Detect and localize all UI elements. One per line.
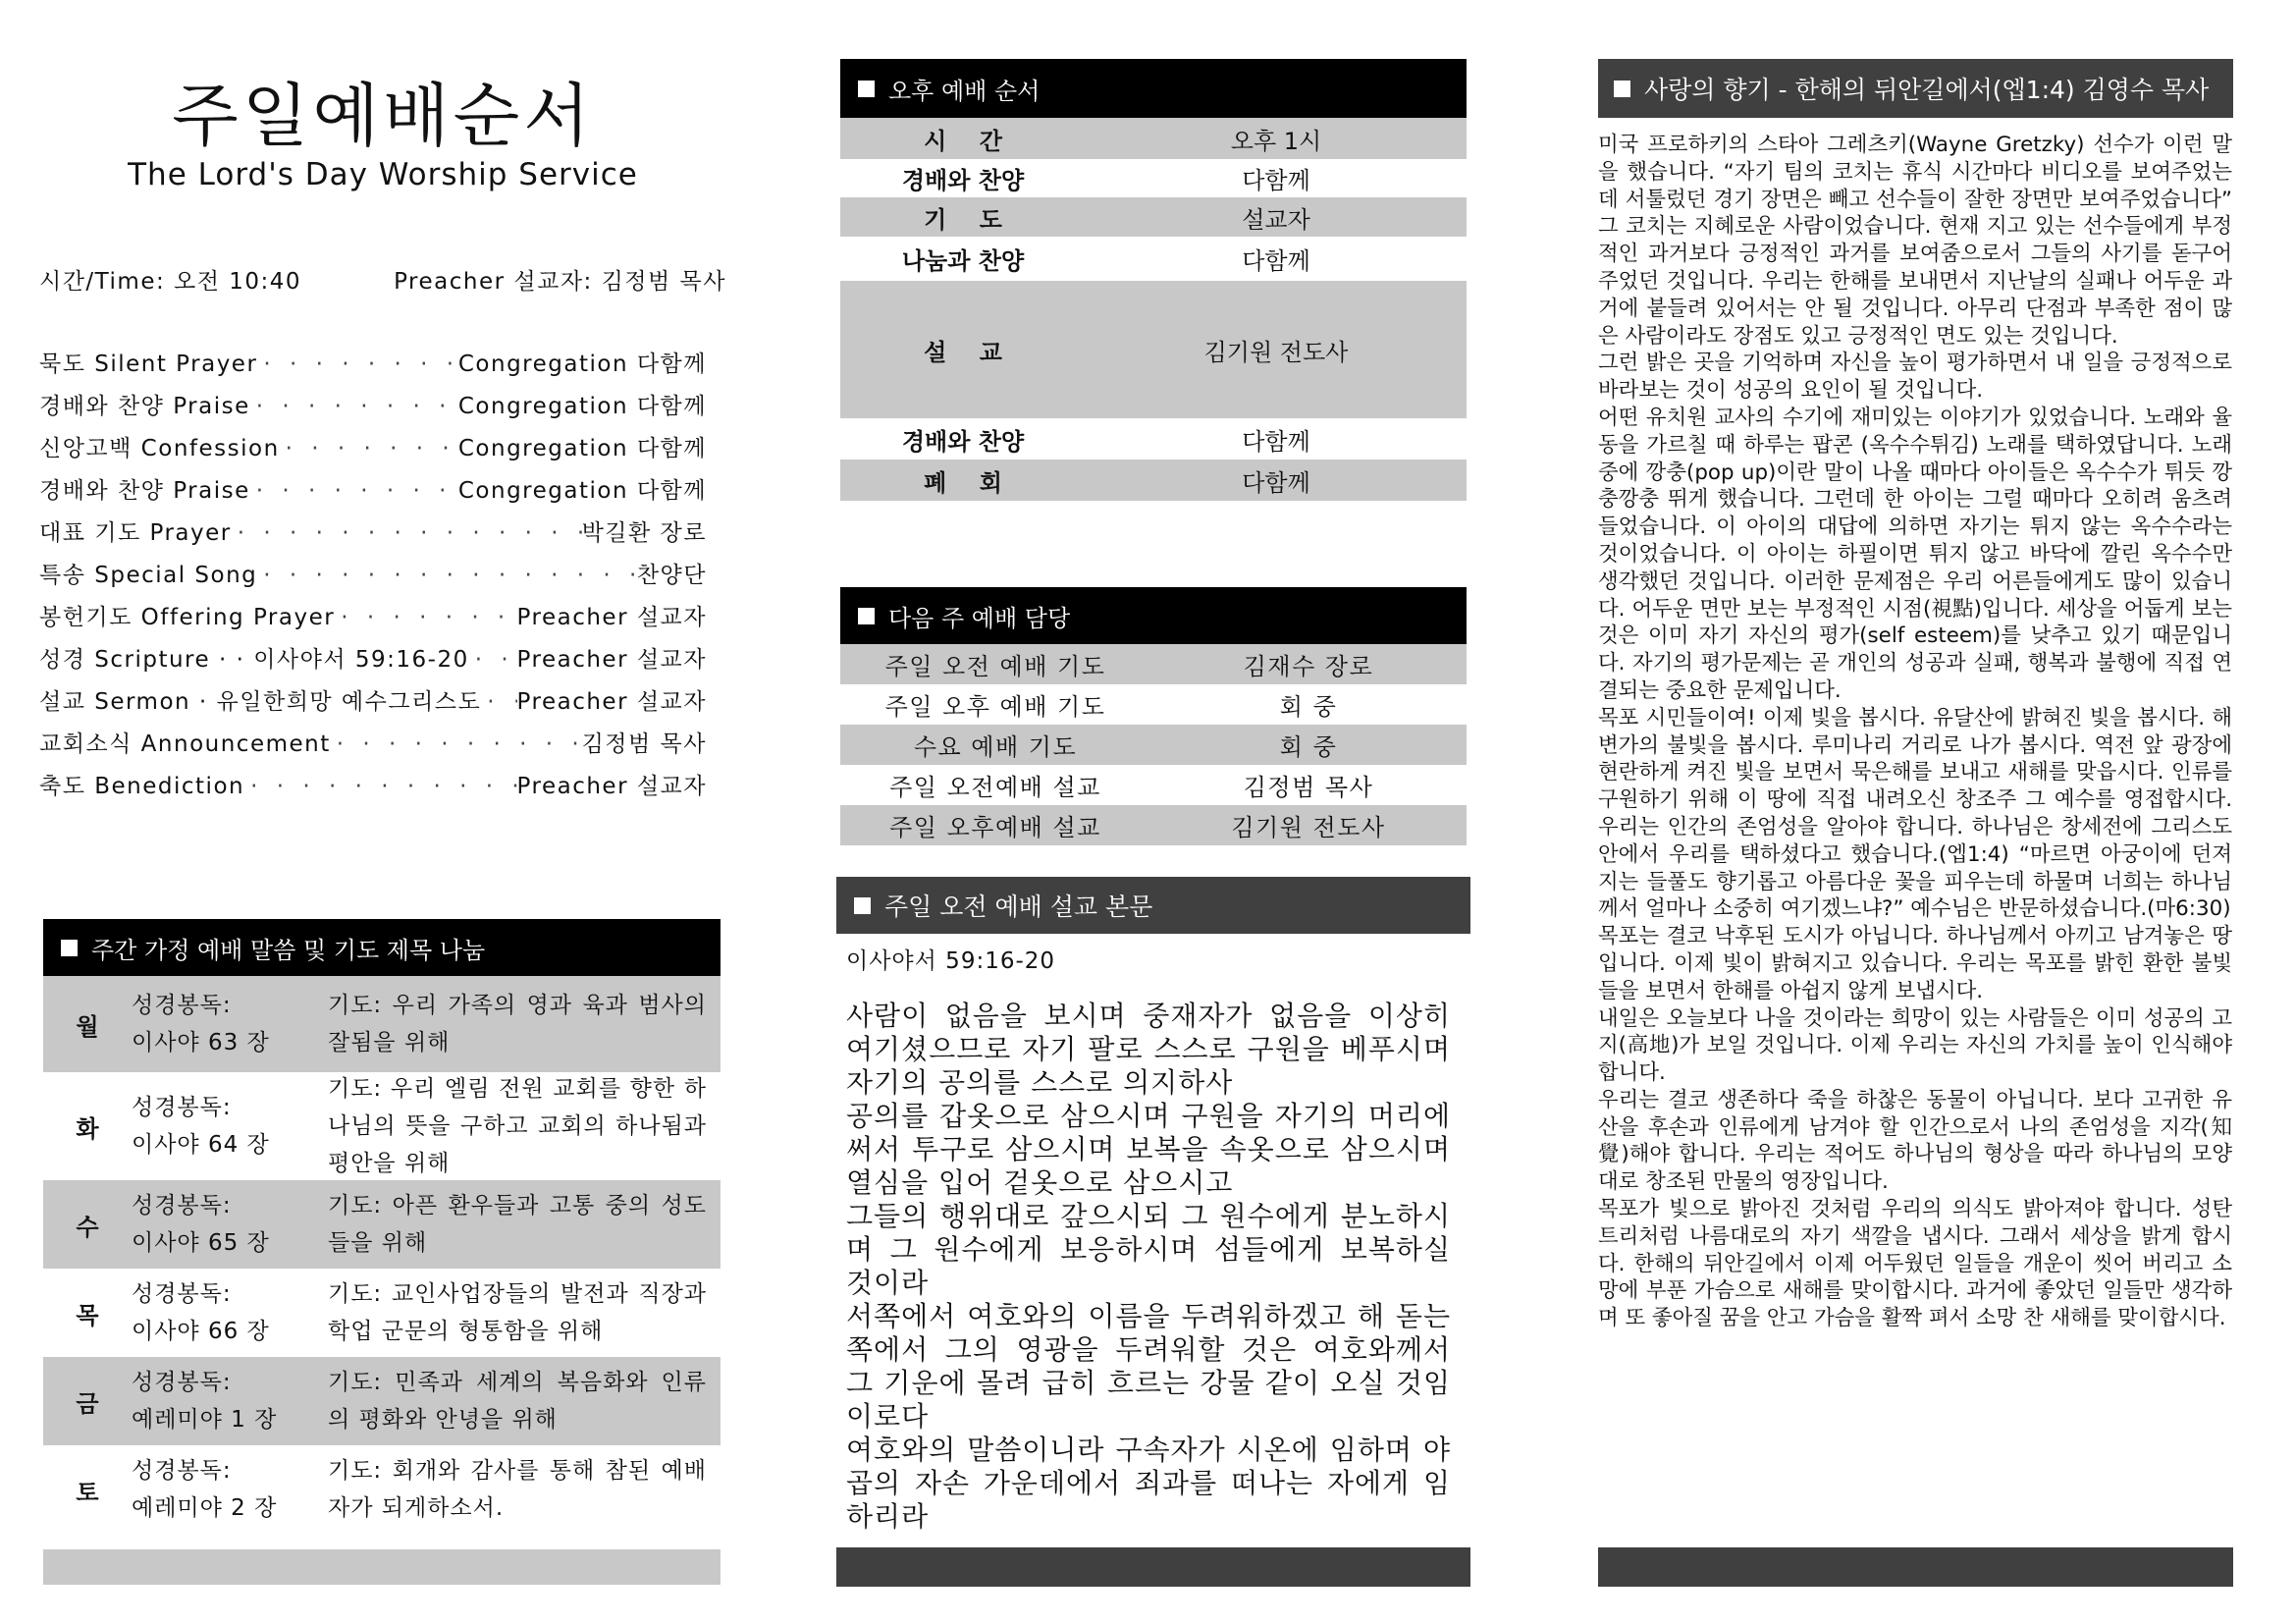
program-item: 교회소식 Announcement — [39, 731, 331, 757]
bible-label: 성경봉독: — [132, 1458, 232, 1484]
program-leader: Congregation 다함께 — [457, 352, 707, 377]
program-item: 성경 Scripture · · 이사야서 59:16-20 — [39, 647, 469, 673]
program-row — [39, 726, 707, 768]
duty-person: 김정범 목사 — [1243, 774, 1374, 801]
leader-dots — [257, 352, 457, 377]
day-label: 목 — [76, 1301, 99, 1329]
table-row — [43, 1445, 721, 1534]
table-row — [840, 460, 1467, 501]
essay-paragraph: 목포가 빛으로 밝아진 것처럼 우리의 의식도 밝아져야 합니다. 성탄 트리처럼 나름대로의 자기 색깔을 냅시다. 그래서 세상을 밝게 합시다. 한해의 뒤안길에서 이제 어두웠던 일들을 개운이 씻어 버리고 소망에 부푼 가슴으로 새해를 맞이합시다. 과거에 좋았던 일들만 생각하며 또 좋아질 꿈을 안고 가슴을 활짝 펴서 소망 찬 새해를 맞이합시다. — [1598, 1197, 2232, 1331]
table-row — [840, 725, 1467, 765]
program-row — [39, 388, 707, 430]
program-item: 축도 Benediction — [39, 774, 245, 799]
scripture-verse: 여호와의 말씀이니라 구속자가 시온에 임하며 야곱의 자손 가운데에서 죄과를 떠나는 자에게 임하리라 — [846, 1434, 1451, 1533]
program-row — [39, 599, 707, 641]
program-item: 봉헌기도 Offering Prayer — [39, 605, 336, 630]
bible-chapter: 예레미야 1 장 — [132, 1407, 278, 1433]
order-label: 경배와 찬양 — [901, 167, 1025, 194]
bible-label: 성경봉독: — [132, 1193, 232, 1218]
square-bullet-icon — [858, 608, 875, 624]
leader-dots — [335, 605, 516, 630]
day-label: 수 — [76, 1213, 99, 1241]
afternoon-service-table — [840, 118, 1467, 501]
next-week-table — [840, 644, 1467, 845]
order-value: 김기원 전도사 — [1203, 338, 1349, 366]
order-label: 나눔과 찬양 — [901, 247, 1025, 275]
duty-role: 주일 오전 예배 기도 — [884, 653, 1106, 680]
section-footer-bar — [1598, 1547, 2233, 1587]
day-label: 금 — [76, 1389, 99, 1418]
duty-person: 김재수 장로 — [1243, 653, 1374, 680]
scripture-verse: 그들의 행위대로 갚으시되 그 원수에게 분노하시며 그 원수에게 보응하시며 섬들에게 보복하실 것이라 — [846, 1200, 1451, 1299]
program-row — [39, 683, 707, 726]
square-bullet-icon — [854, 897, 871, 914]
prayer-topic: 기도: 회개와 감사를 통해 참된 예배자가 되게하소서. — [328, 1458, 707, 1521]
leader-dots — [481, 689, 516, 715]
bible-label: 성경봉독: — [132, 1095, 232, 1120]
order-value: 다함께 — [1242, 167, 1310, 194]
program-row — [39, 514, 707, 557]
bible-label: 성경봉독: — [132, 1370, 232, 1395]
essay-paragraph: 그런 밝은 곳을 기억하며 자신을 높이 평가하면서 내 일을 긍정적으로 바라보는 것이 성공의 요인이 될 것입니다. — [1598, 351, 2232, 404]
day-label: 월 — [76, 1012, 99, 1041]
square-bullet-icon — [61, 940, 78, 956]
table-row — [840, 684, 1467, 725]
essay-title: 사랑의 향기 - 한해의 뒤안길에서(엡1:4) 김영수 목사 — [1644, 76, 2210, 104]
program-row — [39, 430, 707, 472]
order-value: 설교자 — [1242, 205, 1310, 234]
service-info — [39, 263, 726, 296]
table-row — [840, 118, 1467, 159]
essay-body — [1598, 132, 2232, 1332]
order-label: 시 간 — [924, 127, 1002, 155]
program-row — [39, 472, 707, 514]
service-preacher: Preacher 설교자: 김정범 목사 — [394, 269, 726, 295]
worship-program — [39, 346, 707, 810]
bible-label: 성경봉독: — [132, 993, 232, 1018]
table-row — [840, 644, 1467, 684]
sermon-text-title: 주일 오전 예배 설교 본문 — [884, 893, 1153, 921]
scripture-verse: 서쪽에서 여호와의 이름을 두려워하겠고 해 돋는 쪽에서 그의 영광을 두려워할 것은 여호와께서 그 기운에 몰려 급히 흐르는 강물 같이 오실 것임이로다 — [846, 1300, 1451, 1433]
section-footer-bar — [43, 1549, 721, 1585]
program-item: 신앙고백 Confession — [39, 436, 280, 461]
table-row — [840, 237, 1467, 281]
weekly-section-title: 주간 가정 예배 말씀 및 기도 제목 나눔 — [91, 936, 486, 964]
essay-paragraph: 어떤 유치원 교사의 수기에 재미있는 이야기가 있었습니다. 노래와 율동을 가르칠 때 하루는 팝콘 (옥수수튀김) 노래를 택하였답니다. 노래 중에 깡충(pop up)이란 말이 나올 때마다 아이들은 옥수수가 튀듯 깡충깡충 뛰게 했습니다. 그런데 한 아이는 그럴 때마다 오히려 움츠려 들었습니다. 이 아이의 대답에 의하면 자기는 튀지 않는 옥수수라는 것이었습니다. 이 아이는 하필이면 튀지 않고 바닥에 깔린 옥수수만 생각했던 것입니다. 이러한 문제점은 우리 어른들에게도 많이 있습니다. 어두운 면만 보는 부정적인 시점(視點)입니다. 세상을 어둡게 보는 것은 이미 자기 자신의 평가(self esteem)를 낮추고 있기 때문입니다. 자기의 평가문제는 곧 개인의 성공과 실패, 행복과 불행에 직접 연결되는 중요한 문제입니다. — [1598, 405, 2233, 703]
program-item: 설교 Sermon · 유일한희망 예수그리스도 — [39, 689, 482, 715]
prayer-topic: 기도: 교인사업장들의 발전과 직장과 학업 군문의 형통함을 위해 — [328, 1281, 707, 1344]
duty-role: 주일 오후예배 설교 — [889, 814, 1101, 841]
table-row — [43, 976, 721, 1072]
program-leader: Preacher 설교자 — [516, 689, 707, 715]
leader-dots — [331, 731, 582, 757]
prayer-topic: 기도: 우리 가족의 영과 육과 범사의 잘됨을 위해 — [328, 993, 707, 1056]
page-subtitle: The Lord's Day Worship Service — [128, 157, 638, 192]
bible-reading — [132, 987, 328, 1061]
bible-reading — [132, 1364, 328, 1438]
duty-role: 수요 예배 기도 — [913, 733, 1078, 761]
bible-reading — [132, 1452, 328, 1527]
program-item: 대표 기도 Prayer — [39, 520, 232, 546]
bible-chapter: 예레미야 2 장 — [132, 1495, 278, 1521]
bible-chapter: 이사야 65 장 — [132, 1230, 270, 1256]
table-row — [840, 805, 1467, 845]
program-row — [39, 346, 707, 388]
day-label: 화 — [76, 1114, 99, 1143]
program-leader: Congregation 다함께 — [457, 394, 707, 419]
leader-dots — [280, 436, 458, 461]
table-row — [43, 1072, 721, 1180]
table-row — [43, 1269, 721, 1357]
afternoon-service-title: 오후 예배 순서 — [888, 77, 1041, 105]
essay-paragraph: 목포는 결코 낙후된 도시가 아닙니다. 하나님께서 아끼고 남겨놓은 땅입니다. 이제 빛이 밝혀지고 있습니다. 우리는 목포를 밝힌 환한 불빛들을 보면서 한해를 아쉽지 않게 보냅시다. — [1598, 924, 2232, 1003]
section-footer-bar — [836, 1547, 1470, 1587]
bible-reading — [132, 1089, 328, 1164]
essay-paragraph: 우리는 결코 생존하다 죽을 하찮은 동물이 아닙니다. 보다 고귀한 유산을 후손과 인류에게 남겨야 할 인간으로서 나의 존엄성을 지각(知覺)해야 합니다. 우리는 적어도 하나님의 형상을 따라 하나님의 모양대로 창조된 만물의 영장입니다. — [1598, 1087, 2232, 1195]
table-row — [840, 418, 1467, 460]
table-row — [840, 197, 1467, 237]
next-week-header — [840, 587, 1467, 644]
table-row — [840, 281, 1467, 418]
order-value: 다함께 — [1242, 427, 1310, 456]
program-row — [39, 768, 707, 810]
service-time: 시간/Time: 오전 10:40 — [39, 269, 302, 295]
order-label: 폐 회 — [924, 468, 1002, 497]
scripture-verse: 사람이 없음을 보시며 중재자가 없음을 이상히 여기셨으므로 자기 팔로 스스로 구원을 베푸시며 자기의 공의를 스스로 의지하사 — [846, 1000, 1451, 1099]
essay-header — [1598, 59, 2233, 118]
leader-dots — [232, 520, 582, 546]
duty-role: 주일 오후 예배 기도 — [884, 693, 1106, 721]
leader-dots — [250, 394, 458, 419]
prayer-topic: 기도: 우리 엘림 전원 교회를 향한 하나님의 뜻을 구하고 교회의 하나됨과 평안을 위해 — [328, 1076, 707, 1176]
scripture-text — [846, 1000, 1451, 1534]
weekly-section-header — [43, 919, 721, 976]
table-row — [840, 159, 1467, 197]
day-label: 토 — [76, 1478, 99, 1506]
square-bullet-icon — [1614, 81, 1630, 97]
order-value: 다함께 — [1242, 468, 1310, 497]
program-row — [39, 557, 707, 599]
order-value: 오후 1시 — [1230, 127, 1322, 155]
bible-label: 성경봉독: — [132, 1281, 232, 1307]
order-value: 다함께 — [1242, 247, 1310, 275]
program-leader: Preacher 설교자 — [516, 647, 707, 673]
square-bullet-icon — [858, 81, 875, 97]
duty-role: 주일 오전예배 설교 — [889, 774, 1101, 801]
duty-person: 김기원 전도사 — [1231, 814, 1386, 841]
bible-reading — [132, 1275, 328, 1350]
program-row — [39, 641, 707, 683]
table-row — [43, 1357, 721, 1445]
program-leader: Preacher 설교자 — [516, 774, 707, 799]
program-leader: 찬양단 — [636, 563, 707, 588]
duty-person: 회 중 — [1279, 693, 1338, 721]
page-title: 주일예배순서 — [172, 76, 594, 156]
table-row — [840, 765, 1467, 805]
program-leader: Preacher 설교자 — [516, 605, 707, 630]
sermon-text-header — [836, 877, 1470, 934]
bible-chapter: 이사야 64 장 — [132, 1132, 270, 1158]
leader-dots — [257, 563, 637, 588]
program-item: 경배와 찬양 Praise — [39, 478, 250, 504]
scripture-verse: 공의를 갑옷으로 삼으시며 구원을 자기의 머리에 써서 투구로 삼으시며 보복을 속옷으로 삼으시며 열심을 입어 겉옷으로 삼으시고 — [846, 1100, 1451, 1199]
program-leader: Congregation 다함께 — [457, 436, 707, 461]
program-leader: Congregation 다함께 — [457, 478, 707, 504]
program-item: 묵도 Silent Prayer — [39, 352, 258, 377]
scripture-reference: 이사야서 59:16-20 — [846, 948, 1056, 974]
order-label: 경배와 찬양 — [901, 427, 1025, 456]
order-label: 설 교 — [924, 338, 1002, 366]
leader-dots — [250, 478, 458, 504]
bible-chapter: 이사야 63 장 — [132, 1030, 270, 1056]
essay-paragraph: 미국 프로하키의 스타아 그레츠키(Wayne Gretzky) 선수가 이런 말을 했습니다. “자기 팀의 코치는 휴식 시간마다 비디오를 보여주었는데 서툴렀던 경기 장면은 빼고 선수들이 잘한 장면만 보여주었습니다” 그 코치는 지혜로운 사람이었습니다. 현재 지고 있는 선수들에게 부정적인 과거보다 긍정적인 과거를 보여줌으로서 그들의 사기를 돋구어 주었던 것입니다. 우리는 한해를 보내면서 지난날의 실패나 어두운 과거에 붙들려 있어서는 안 될 것입니다. 아무리 단점과 부족한 점이 많은 사람이라도 장점도 있고 긍정적인 면도 있는 것입니다. — [1598, 133, 2232, 349]
prayer-topic: 기도: 민족과 세계의 복음화와 인류의 평화와 안녕을 위해 — [328, 1370, 707, 1433]
order-label: 기 도 — [924, 205, 1002, 234]
weekly-devotion-table — [43, 976, 721, 1534]
program-item: 특송 Special Song — [39, 563, 258, 588]
table-row — [43, 1180, 721, 1269]
bible-reading — [132, 1187, 328, 1262]
essay-paragraph: 내일은 오늘보다 나을 것이라는 희망이 있는 사람들은 이미 성공의 고지(高地)가 보일 것입니다. 이제 우리는 자신의 가치를 높이 인식해야 합니다. — [1598, 1005, 2232, 1086]
afternoon-service-header — [840, 59, 1467, 118]
program-item: 경배와 찬양 Praise — [39, 394, 250, 419]
bible-chapter: 이사야 66 장 — [132, 1319, 270, 1344]
prayer-topic: 기도: 아픈 환우들과 고통 중의 성도들을 위해 — [328, 1193, 707, 1256]
leader-dots — [469, 647, 517, 673]
program-leader: 박길환 장로 — [581, 520, 707, 546]
program-leader: 김정범 목사 — [581, 731, 707, 757]
next-week-title: 다음 주 예배 담당 — [888, 604, 1071, 632]
essay-paragraph: 목포 시민들이여! 이제 빛을 봅시다. 유달산에 밝혀진 빛을 봅시다. 해변가의 불빛을 봅시다. 루미나리 거리로 나가 봅시다. 역전 앞 광장에 현란하게 켜진 빛을 보면서 묵은해를 보내고 새해를 맞읍시다. 인류를 구원하기 위해 이 땅에 직접 내려오신 창조주 그 예수를 영접합시다. 우리는 인간의 존엄성을 알아야 합니다. 하나님은 창세전에 그리스도 안에서 우리를 택하셨다고 했습니다.(엡1:4) “마르면 아궁이에 던져지는 들풀도 향기롭고 아름다운 꽃을 피우는데 하물며 너희는 하나님께서 얼마나 소중히 여기겠느냐?” 예수님은 반문하셨습니다.(마6:30) — [1598, 705, 2232, 922]
leader-dots — [244, 774, 516, 799]
duty-person: 회 중 — [1279, 733, 1338, 761]
